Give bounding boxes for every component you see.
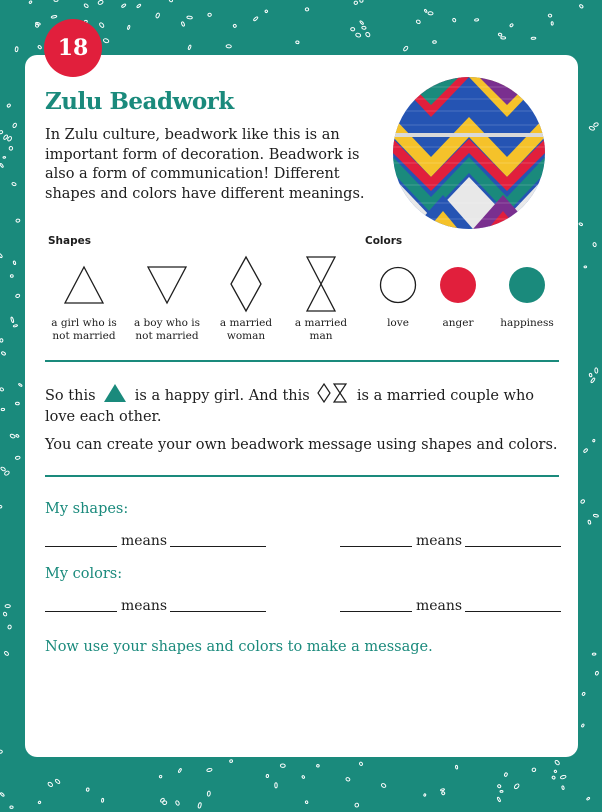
background-dot bbox=[595, 368, 598, 373]
means-word: means bbox=[121, 598, 168, 614]
background-dot bbox=[3, 612, 7, 617]
background-dot bbox=[159, 775, 162, 778]
background-dot bbox=[29, 1, 32, 4]
diamond-icon bbox=[224, 255, 268, 313]
background-dot bbox=[579, 4, 584, 9]
background-dot bbox=[305, 801, 308, 804]
intro-text: In Zulu culture, beadwork like this is an important form of decoration. Beadwork is also a form of communication! Different shapes and colors have different meanings. bbox=[45, 127, 365, 202]
background-dot bbox=[0, 467, 6, 472]
shape-caption: a girl who is bbox=[51, 317, 117, 329]
shapes-heading: Shapes bbox=[48, 235, 92, 247]
shape-caption: not married bbox=[135, 330, 199, 342]
background-dot bbox=[440, 788, 444, 791]
means-word: means bbox=[121, 533, 168, 549]
background-dot bbox=[265, 10, 268, 13]
background-dot bbox=[55, 779, 61, 785]
background-dot bbox=[500, 790, 503, 792]
background-dot bbox=[316, 764, 319, 767]
background-dot bbox=[1, 408, 4, 410]
background-dot bbox=[54, 0, 58, 1]
background-dot bbox=[403, 46, 409, 52]
background-dot bbox=[423, 794, 426, 797]
hourglass-icon bbox=[299, 255, 343, 313]
background-dot bbox=[579, 222, 583, 226]
background-dot bbox=[7, 103, 11, 107]
shape-caption: not married bbox=[52, 330, 116, 342]
beadwork-photo bbox=[393, 77, 545, 229]
background-dot bbox=[583, 448, 588, 453]
background-dot bbox=[136, 4, 141, 8]
example-text: is a married couple who love each other. bbox=[45, 388, 535, 425]
background-dot bbox=[302, 775, 305, 779]
background-dot bbox=[127, 25, 130, 30]
background-dot bbox=[582, 692, 586, 696]
background-dot bbox=[181, 22, 185, 27]
background-dot bbox=[15, 294, 20, 298]
color-caption: happiness bbox=[500, 317, 554, 329]
background-dot bbox=[296, 41, 300, 44]
background-dot bbox=[455, 765, 458, 769]
example-text: So this bbox=[45, 388, 96, 404]
background-dot bbox=[589, 373, 592, 377]
color-blank-1[interactable] bbox=[45, 611, 117, 612]
worksheet-card bbox=[25, 55, 578, 757]
background-dot bbox=[0, 163, 4, 168]
shape-caption: woman bbox=[226, 330, 266, 342]
background-dot bbox=[593, 242, 597, 247]
background-dot bbox=[581, 724, 584, 728]
diamond-hourglass-icon bbox=[317, 383, 349, 403]
background-dot bbox=[355, 33, 361, 38]
background-dot bbox=[226, 45, 231, 49]
background-dot bbox=[497, 797, 501, 802]
background-dot bbox=[13, 261, 16, 265]
background-dot bbox=[551, 22, 553, 26]
background-dot bbox=[51, 15, 57, 18]
shape-caption: a married bbox=[219, 317, 273, 329]
background-dot bbox=[424, 9, 427, 13]
background-dot bbox=[345, 777, 350, 782]
background-dot bbox=[10, 434, 16, 439]
example-sentence bbox=[45, 383, 545, 428]
background-dot bbox=[595, 671, 599, 676]
shape-caption: man bbox=[309, 330, 333, 342]
background-dot bbox=[175, 800, 180, 805]
background-dot bbox=[15, 402, 19, 405]
background-dot bbox=[15, 47, 18, 52]
background-dot bbox=[560, 775, 566, 779]
background-dot bbox=[359, 762, 363, 766]
triangle-up-icon bbox=[62, 255, 106, 313]
background-dot bbox=[0, 750, 2, 753]
background-dot bbox=[562, 786, 565, 790]
background-dot bbox=[590, 377, 595, 383]
background-dot bbox=[501, 37, 506, 39]
background-dot bbox=[504, 772, 508, 776]
background-dot bbox=[552, 776, 556, 780]
background-dot bbox=[38, 45, 42, 49]
background-dot bbox=[10, 275, 13, 278]
shape-legend-girl bbox=[39, 255, 129, 343]
background-dot bbox=[452, 18, 456, 23]
background-dot bbox=[509, 23, 513, 27]
divider bbox=[45, 475, 559, 477]
background-dot bbox=[365, 32, 371, 38]
background-dot bbox=[593, 122, 599, 127]
background-dot bbox=[360, 20, 364, 24]
background-dot bbox=[381, 783, 387, 788]
background-dot bbox=[441, 791, 445, 795]
background-dot bbox=[229, 760, 232, 763]
background-dot bbox=[266, 774, 269, 777]
background-dot bbox=[0, 130, 3, 134]
background-dot bbox=[580, 499, 585, 504]
background-dot bbox=[178, 768, 182, 773]
background-dot bbox=[531, 767, 536, 772]
shape-caption: a boy who is bbox=[133, 317, 201, 329]
background-dot bbox=[592, 439, 595, 442]
background-dot bbox=[416, 19, 421, 24]
background-dot bbox=[554, 770, 557, 773]
background-dot bbox=[548, 14, 552, 17]
triangle-down-icon bbox=[145, 255, 189, 313]
background-dot bbox=[84, 3, 89, 8]
page-number-badge: 18 bbox=[44, 19, 102, 77]
background-dot bbox=[0, 792, 5, 796]
background-dot bbox=[305, 8, 309, 11]
color-meaning-blank-1[interactable] bbox=[170, 611, 266, 612]
my-colors-label: My colors: bbox=[45, 566, 123, 582]
background-dot bbox=[10, 806, 13, 809]
means-word: means bbox=[416, 533, 463, 549]
background-dot bbox=[253, 16, 258, 21]
background-dot bbox=[433, 41, 437, 44]
shape-meaning-blank-1[interactable] bbox=[170, 546, 266, 547]
green-circle-icon bbox=[505, 255, 549, 313]
background-dot bbox=[350, 27, 354, 31]
background-dot bbox=[13, 324, 18, 327]
shape-meaning-blank-2[interactable] bbox=[465, 546, 561, 547]
background-dot bbox=[160, 798, 165, 803]
background-dot bbox=[514, 783, 520, 789]
background-dot bbox=[15, 434, 19, 438]
shape-blank-1[interactable] bbox=[45, 546, 117, 547]
my-shapes-label: My shapes: bbox=[45, 501, 129, 517]
background-dot bbox=[275, 783, 277, 788]
background-dot bbox=[86, 788, 89, 792]
background-dot bbox=[0, 505, 2, 508]
color-blank-2[interactable] bbox=[340, 611, 412, 612]
closing-instruction: Now use your shapes and colors to make a message. bbox=[45, 639, 433, 655]
color-meaning-blank-2[interactable] bbox=[465, 611, 561, 612]
background-dot bbox=[8, 625, 12, 629]
background-dot bbox=[1, 351, 6, 355]
background-dot bbox=[11, 317, 15, 323]
background-dot bbox=[233, 24, 237, 28]
background-dot bbox=[169, 0, 174, 2]
background-dot bbox=[428, 12, 433, 16]
teal-triangle-icon bbox=[103, 383, 127, 403]
background-dot bbox=[531, 37, 536, 39]
red-circle-icon bbox=[436, 255, 480, 313]
means-word: means bbox=[416, 598, 463, 614]
background-dot bbox=[498, 33, 502, 37]
background-dot bbox=[586, 797, 590, 800]
background-dot bbox=[355, 803, 359, 808]
background-dot bbox=[155, 13, 160, 19]
background-dot bbox=[12, 123, 17, 128]
background-dot bbox=[497, 784, 501, 788]
instruction-text: You can create your own beadwork message using shapes and colors. bbox=[45, 437, 558, 453]
background-dot bbox=[554, 760, 560, 766]
background-dot bbox=[354, 1, 358, 5]
background-dot bbox=[4, 651, 9, 656]
color-caption: anger bbox=[442, 317, 474, 329]
background-dot bbox=[362, 26, 367, 29]
background-dot bbox=[584, 266, 587, 268]
background-dot bbox=[187, 16, 193, 19]
background-dot bbox=[198, 802, 202, 808]
background-dot bbox=[592, 653, 596, 655]
background-dot bbox=[5, 605, 10, 608]
background-dot bbox=[99, 22, 105, 28]
divider bbox=[45, 360, 559, 362]
background-dot bbox=[0, 339, 3, 342]
background-dot bbox=[208, 13, 212, 16]
page-title: Zulu Beadwork bbox=[45, 88, 234, 115]
background-dot bbox=[593, 514, 598, 517]
background-dot bbox=[207, 768, 213, 772]
background-dot bbox=[12, 182, 17, 186]
background-dot bbox=[16, 219, 20, 223]
colors-heading: Colors bbox=[365, 235, 403, 247]
background-dot bbox=[0, 387, 4, 391]
background-dot bbox=[474, 19, 478, 22]
background-dot bbox=[38, 801, 41, 804]
background-dot bbox=[188, 45, 192, 50]
background-dot bbox=[588, 520, 591, 524]
color-legend-happiness bbox=[482, 255, 572, 330]
background-dot bbox=[121, 3, 126, 7]
shape-caption: a married bbox=[294, 317, 348, 329]
background-dot bbox=[360, 0, 364, 2]
background-dot bbox=[280, 764, 285, 768]
shape-blank-2[interactable] bbox=[340, 546, 412, 547]
background-dot bbox=[103, 38, 109, 43]
background-dot bbox=[207, 791, 210, 796]
background-dot bbox=[15, 456, 20, 460]
background-dot bbox=[98, 0, 104, 5]
color-caption: love bbox=[387, 317, 409, 329]
shape-legend-boy bbox=[122, 255, 212, 343]
background-dot bbox=[3, 157, 6, 159]
background-dot bbox=[101, 798, 104, 802]
background-dot bbox=[0, 253, 3, 258]
background-dot bbox=[9, 146, 13, 150]
background-dot bbox=[47, 781, 53, 787]
background-dot bbox=[18, 383, 22, 386]
example-text: is a happy girl. And this bbox=[134, 388, 310, 404]
